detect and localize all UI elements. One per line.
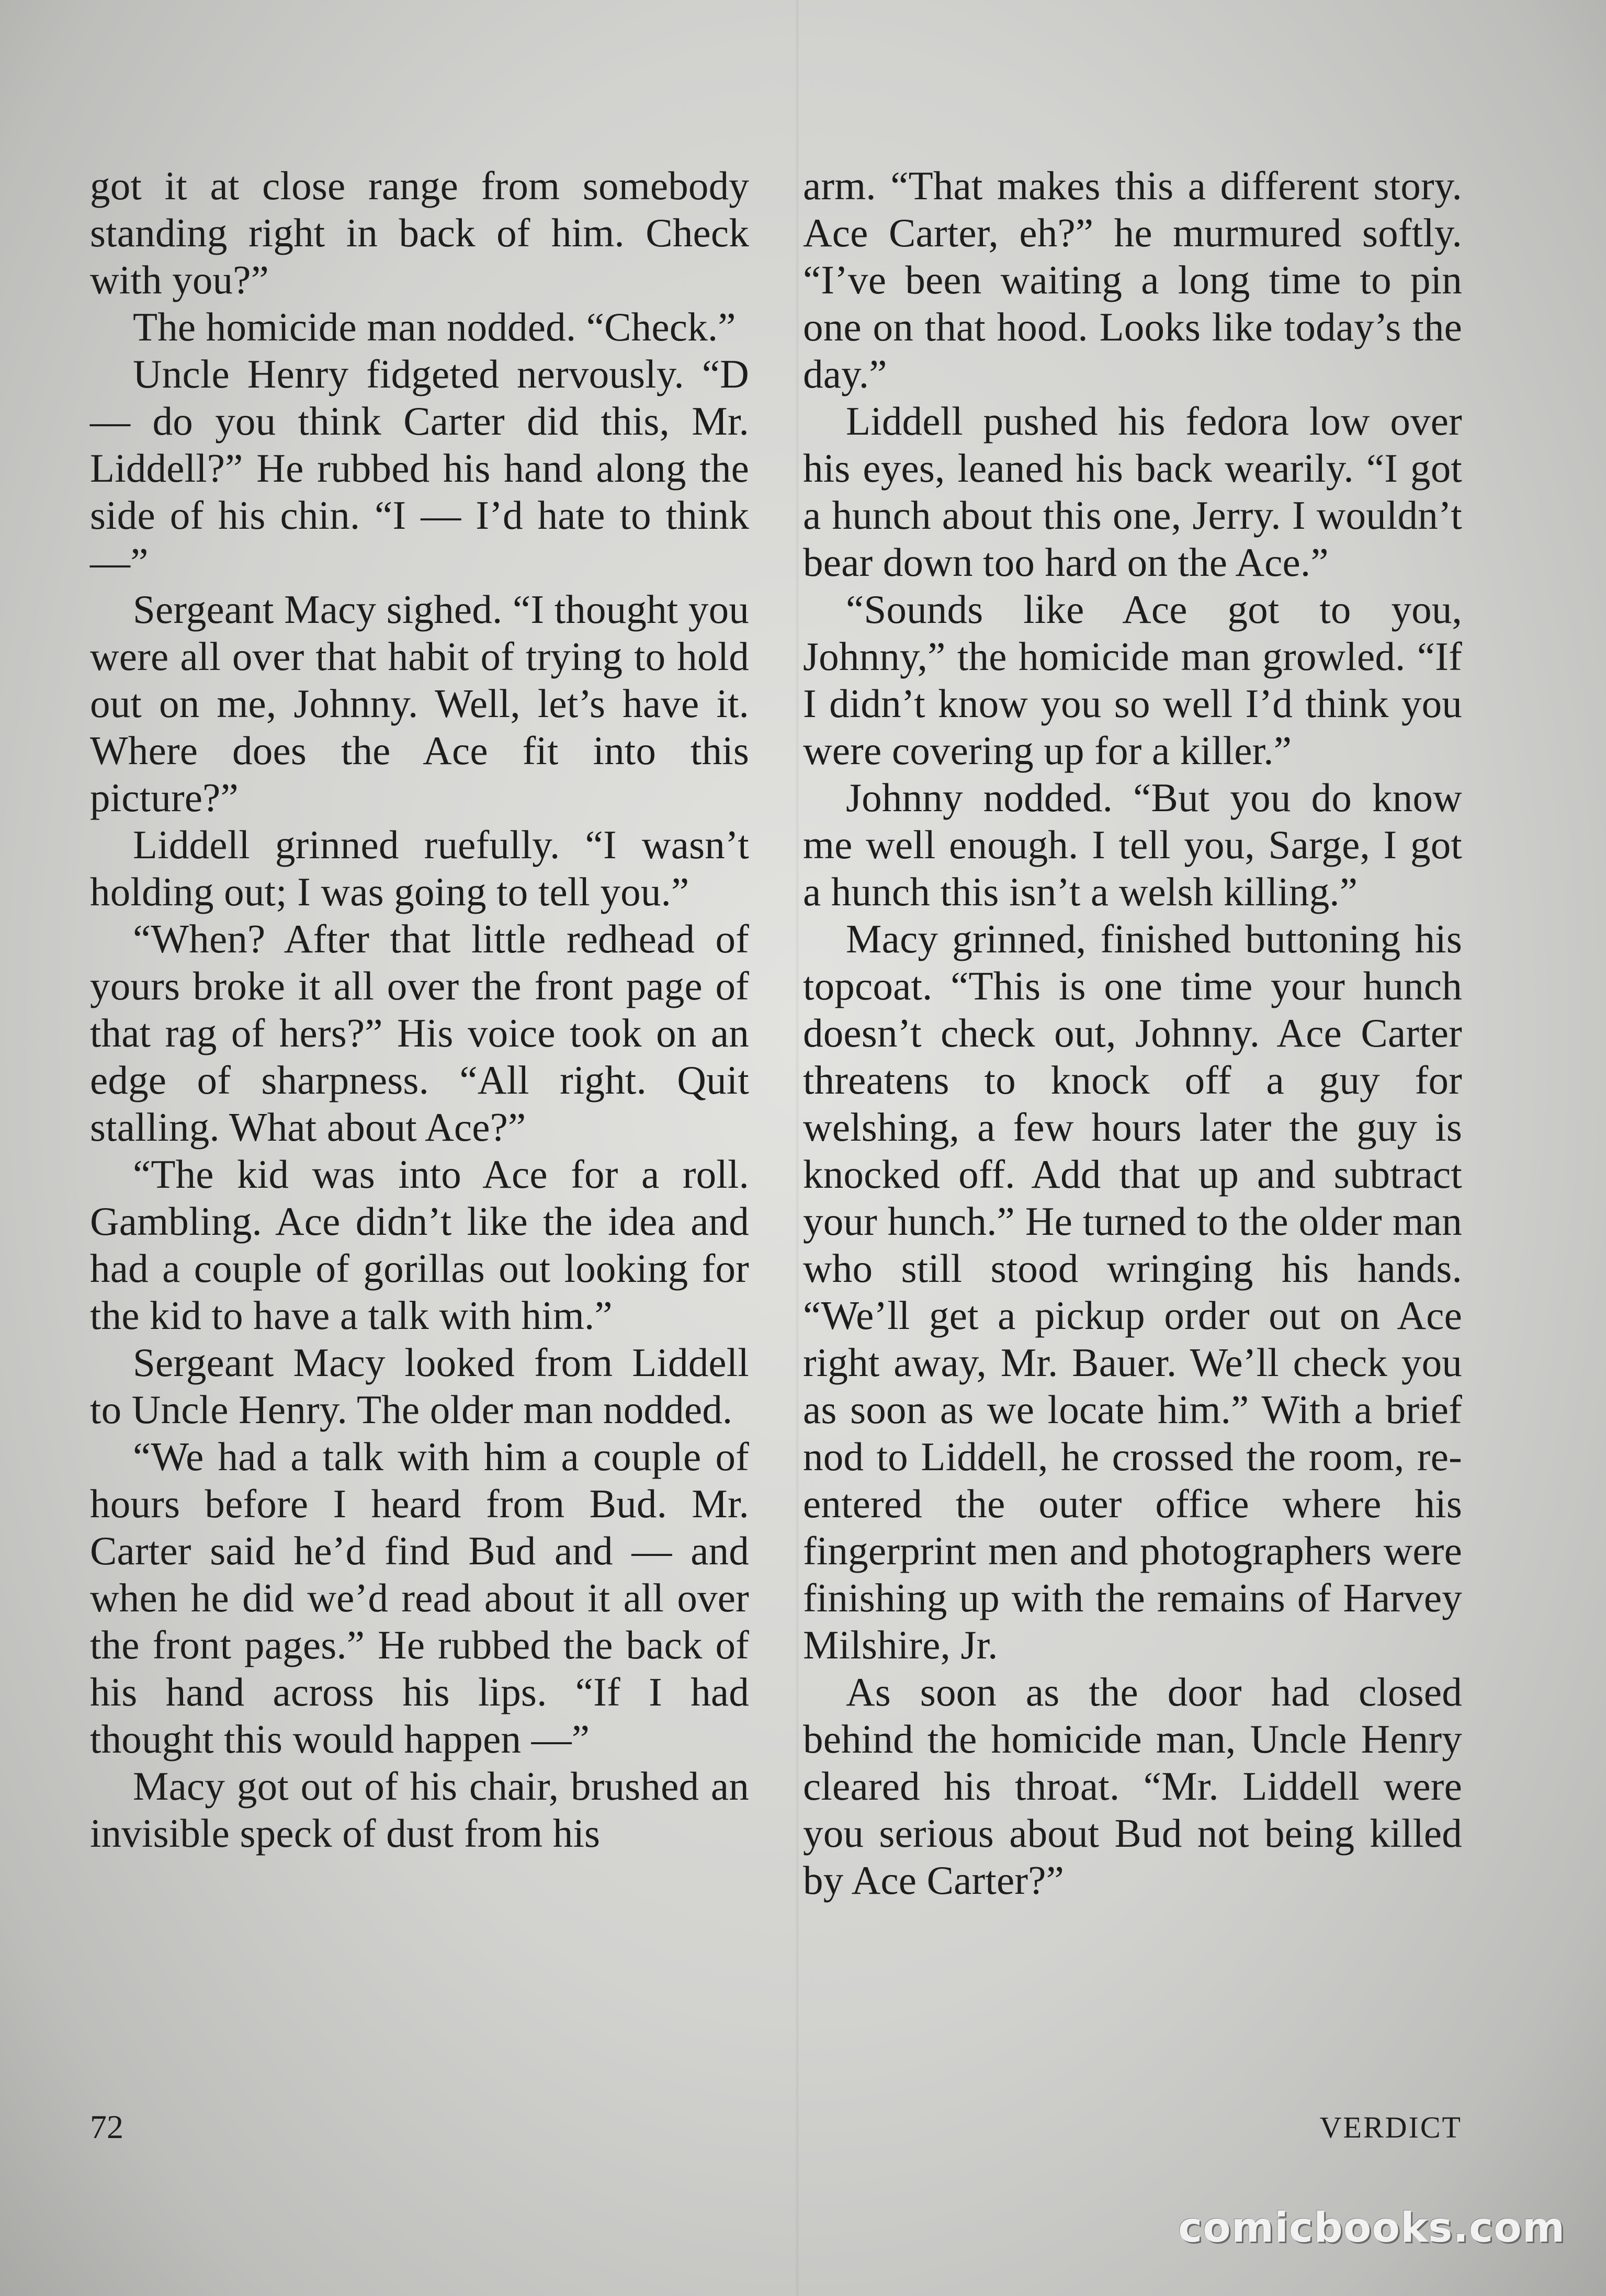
- paragraph: arm. “That makes this a different story. Ace Carter, eh?” he murmured softly. “I’ve been waiting a long time to pin one on that hood. Looks like today’s the day.”: [803, 163, 1462, 396]
- right-text-column: [803, 162, 1462, 1904]
- paragraph: “When? After that little redhead of yours broke it all over the front page of that rag of hers?” His voice took on an edge of sharpness. “All right. Quit stalling. What about Ace?”: [90, 916, 749, 1150]
- paragraph: got it at close range from somebody standing right in back of him. Check with you?”: [90, 163, 749, 302]
- paragraph: “The kid was into Ace for a roll. Gambling. Ace didn’t like the idea and had a couple of gorillas out looking for the kid to have a talk with him.”: [90, 1152, 749, 1338]
- paragraph: Johnny nodded. “But you do know me well enough. I tell you, Sarge, I got a hunch this isn’t a welsh killing.”: [803, 775, 1462, 914]
- paragraph: Liddell grinned ruefully. “I wasn’t holding out; I was going to tell you.”: [90, 822, 749, 914]
- paragraph: Macy grinned, finished buttoning his topcoat. “This is one time your hunch doesn’t check out, Johnny. Ace Carter threatens to knock off a guy for welshing, a few hours later the guy is knocked off. Add that up and subtract your hunch.” He turned to the older man who still stood wringing his hands. “We’ll get a pickup order out on Ace right away, Mr. Bauer. We’ll check you as soon as we locate him.” With a brief nod to Liddell, he crossed the room, re-entered the outer office where his fingerprint men and photographers were finishing up with the remains of Harvey Milshire, Jr.: [803, 916, 1462, 1667]
- page-footer: [90, 2108, 1462, 2150]
- page-fold-shadow: [795, 0, 799, 2296]
- paragraph: Liddell pushed his fedora low over his eyes, leaned his back wearily. “I got a hunch about this one, Jerry. I wouldn’t bear down too hard on the Ace.”: [803, 399, 1462, 585]
- source-watermark: comicbooks.com: [1178, 2204, 1565, 2252]
- running-head: VERDICT: [1319, 2110, 1462, 2144]
- paragraph: Macy got out of his chair, brushed an invisible speck of dust from his: [90, 1764, 749, 1856]
- paragraph: Sergeant Macy looked from Liddell to Uncle Henry. The older man nodded.: [90, 1340, 749, 1432]
- paragraph: The homicide man nodded. “Check.”: [133, 304, 736, 349]
- paragraph: Uncle Henry fidgeted nervously. “D — do you think Carter did this, Mr. Liddell?” He rubbed his hand along the side of his chin. “I — I’d hate to think —”: [90, 351, 749, 585]
- page-number: 72: [90, 2108, 123, 2145]
- paragraph: As soon as the door had closed behind the homicide man, Uncle Henry cleared his throat. “Mr. Liddell were you serious about Bud not being killed by Ace Carter?”: [803, 1669, 1462, 1903]
- paragraph: “We had a talk with him a couple of hours before I heard from Bud. Mr. Carter said he’d find Bud and — and when he did we’d read about it all over the front pages.” He rubbed the back of his hand across his lips. “If I had thought this would happen —”: [90, 1434, 749, 1761]
- paragraph: “Sounds like Ace got to you, Johnny,” the homicide man growled. “If I didn’t know you so well I’d think you were covering up for a killer.”: [803, 587, 1462, 773]
- left-text-column: [90, 162, 749, 1857]
- paragraph: Sergeant Macy sighed. “I thought you were all over that habit of trying to hold out on me, Johnny. Well, let’s have it. Where does the Ace fit into this picture?”: [90, 587, 749, 820]
